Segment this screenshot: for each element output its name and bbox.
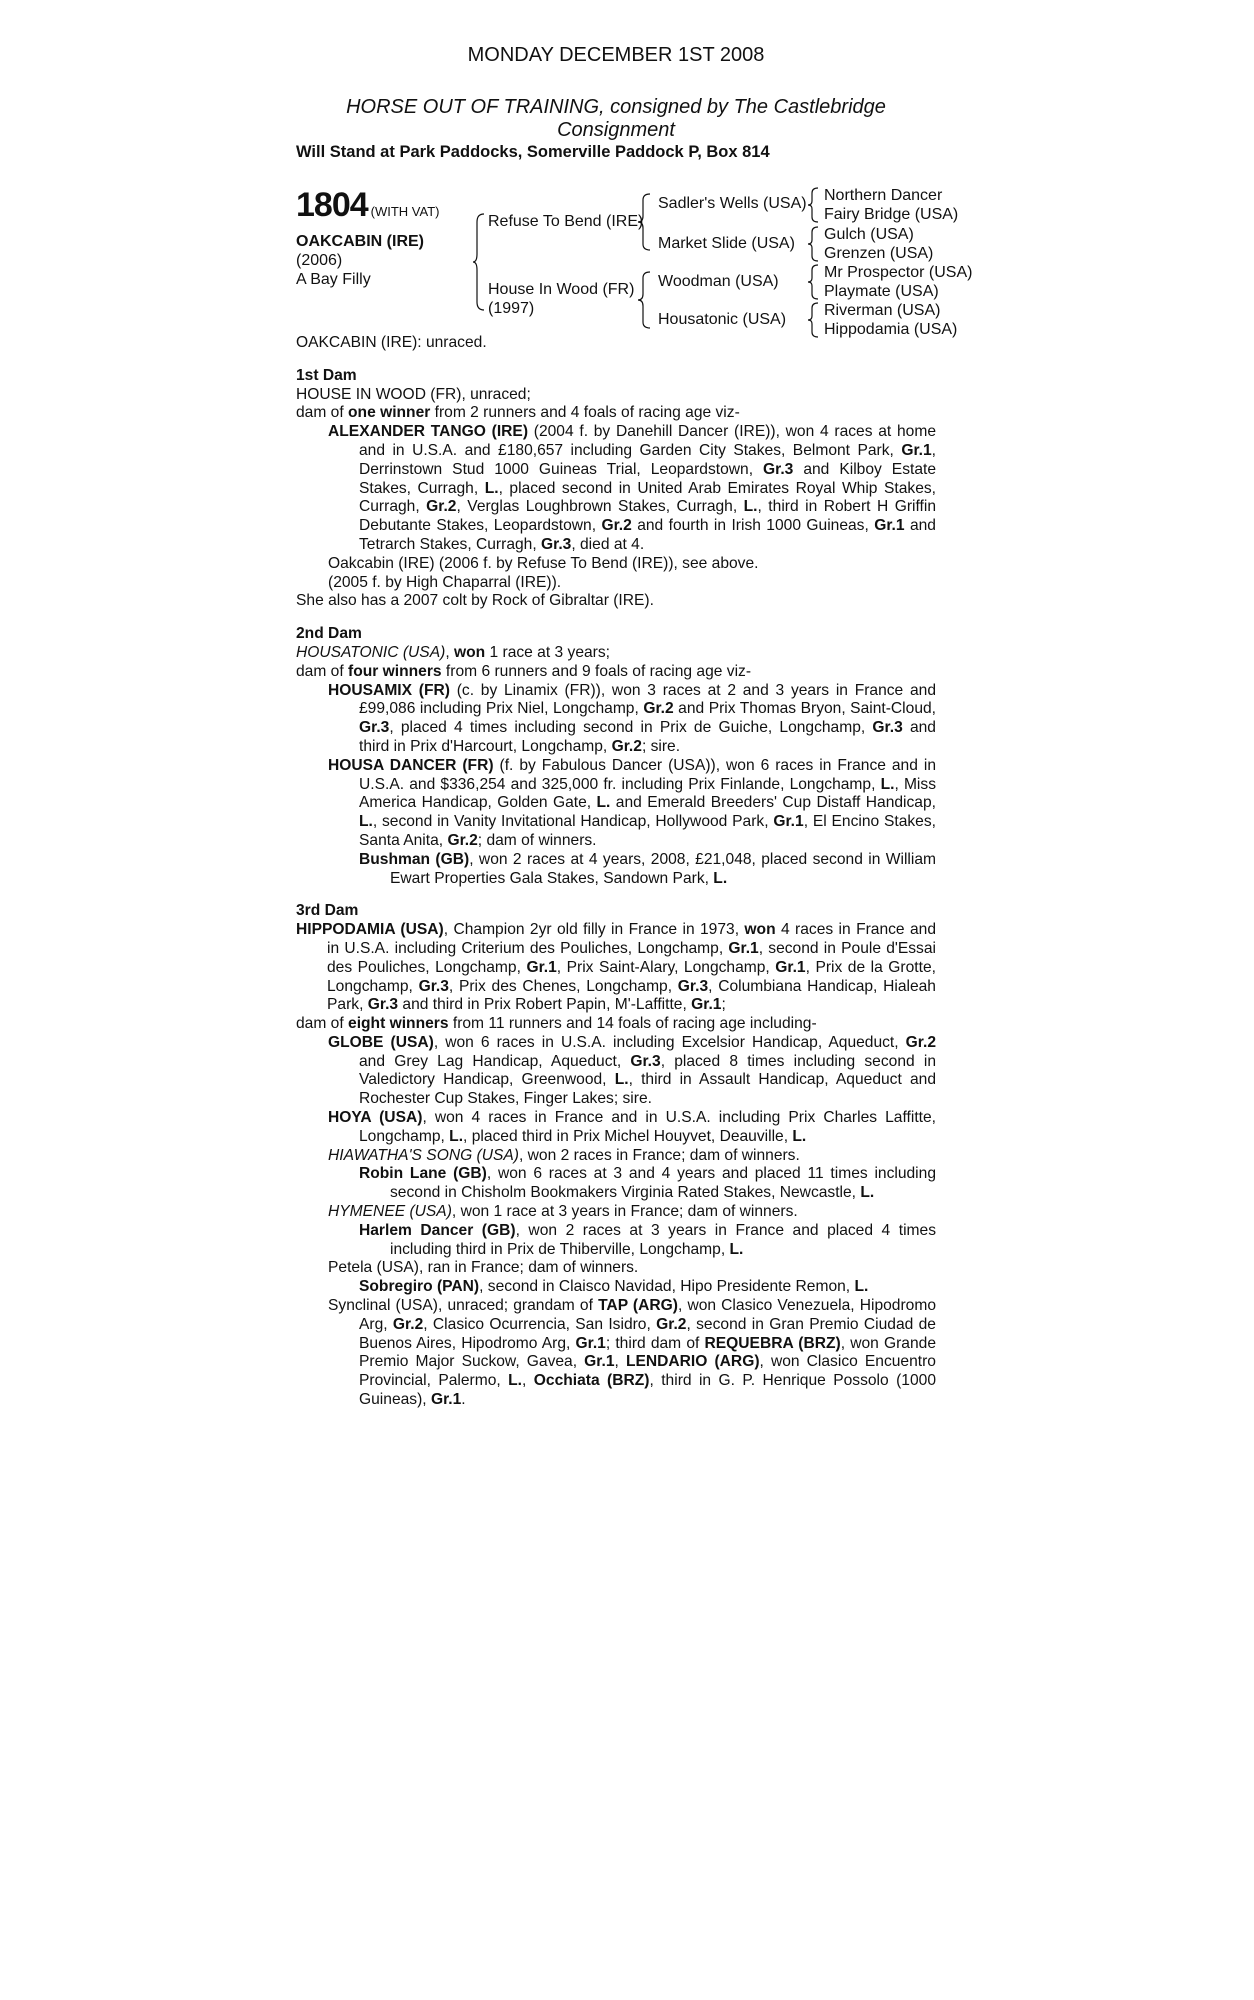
second-dam-produce: dam of four winners from 6 runners and 9 foals of racing age viz- [296, 662, 752, 680]
sale-date: MONDAY DECEMBER 1ST 2008 [467, 44, 765, 66]
bushman-entry: Bushman (GB), won 2 races at 4 years, 2008, £21,048, placed second in William Ewart Properties Gala Stakes, Sandown Park, L. [359, 850, 937, 887]
gg-4: Grenzen (USA) [824, 245, 934, 262]
lot-number: 1804 [296, 186, 368, 224]
dam-brace [638, 270, 652, 330]
gg-8: Hippodamia (USA) [824, 321, 958, 338]
sire-dam: Market Slide (USA) [658, 235, 795, 252]
hiawathas-song-entry: HIAWATHA'S SONG (USA), won 2 races in France; dam of winners. [328, 1146, 800, 1164]
g-brace-1 [808, 186, 820, 224]
robin-lane-entry: Robin Lane (GB), won 6 races at 3 and 4 years and placed 11 times including second in Chisholm Bookmakers Virginia Rated Stakes, Newcastle, L. [359, 1165, 936, 1202]
dam-dam: Housatonic (USA) [658, 311, 787, 328]
gg-6: Playmate (USA) [824, 283, 939, 300]
synclinal-entry: Synclinal (USA), unraced; grandam of TAP (ARG), won Clasico Venezuela, Hipodromo Arg, Gr.2, Clasico Ocurrencia, San Isidro, Gr.2, second in Gran Premio Ciudad de Buenos Aires, Hipodromo Arg, Gr.1; third dam of REQUEBRA (BRZ), won Grande Premio Major Suckow, Gavea, Gr.1, LENDARIO (ARG), won Clasico Encuentro Provincial, Palermo, L., Occhiata (BRZ), third in G. P. Henrique Possolo (1000 Guineas), Gr.1. [328, 1297, 936, 1409]
horse-info [296, 232, 424, 289]
pedigree-brace [472, 212, 486, 312]
lot-header [296, 186, 439, 225]
also-has-line: She also has a 2007 colt by Rock of Gibraltar (IRE). [296, 592, 654, 610]
housa-dancer-entry: HOUSA DANCER (FR) (f. by Fabulous Dancer (USA)), won 6 races in France and in U.S.A. and $336,254 and 325,000 fr. including Prix Finlande, Longchamp, L., Miss America Handicap, Golden Gate, L. and Emerald Breeders' Cup Distaff Handicap, L., second in Vanity Invitational Handicap, Hollywood Park, Gr.1, El Encino Stakes, Santa Anita, Gr.2; dam of winners. [328, 756, 937, 849]
stand-location: Will Stand at Park Paddocks, Somerville Paddock P, Box 814 [296, 143, 770, 161]
housamix-entry: HOUSAMIX (FR) (c. by Linamix (FR)), won 3 races at 2 and 3 years in France and £99,086 including Prix Niel, Longchamp, Gr.2 and Prix Thomas Bryon, Saint-Cloud, Gr.3, placed 4 times including second in Prix de Guiche, Longchamp, Gr.3 and third in Prix d'Harcourt, Longchamp, Gr.2; sire. [328, 681, 936, 755]
g-brace-3 [808, 263, 820, 301]
g-brace-2 [808, 225, 820, 263]
gg-5: Mr Prospector (USA) [824, 264, 973, 281]
hippodamia-entry: HIPPODAMIA (USA), Champion 2yr old filly in France in 1973, won 4 races in France and in U.S.A. including Criterium des Pouliches, Longchamp, Gr.1, second in Poule d'Essai des Pouliches, Longchamp, Gr.1, Prix Saint-Alary, Longchamp, Gr.1, Prix de la Grotte, Longchamp, Gr.3, Prix des Chenes, Longchamp, Gr.3, Columbiana Handicap, Hialeah Park, Gr.3 and third in Prix Robert Papin, M'-Laffitte, Gr.1; [296, 921, 937, 1014]
consignment-line: HORSE OUT OF TRAINING, consigned by The Castlebridge Consignment [346, 96, 886, 141]
petela-entry: Petela (USA), ran in France; dam of winners. [328, 1259, 639, 1277]
vat-note: (WITH VAT) [370, 204, 440, 219]
gg-3: Gulch (USA) [824, 226, 914, 243]
first-dam-produce: dam of one winner from 2 runners and 4 foals of racing age viz- [296, 404, 740, 422]
gg-2: Fairy Bridge (USA) [824, 206, 959, 223]
sire: Refuse To Bend (IRE) [488, 213, 644, 230]
third-dam-produce: dam of eight winners from 11 runners and 14 foals of racing age including- [296, 1015, 817, 1033]
sobregiro-entry: Sobregiro (PAN), second in Claisco Navidad, Hipo Presidente Remon, L. [359, 1278, 869, 1296]
horse-year: (2006) [296, 252, 343, 269]
gg-7: Riverman (USA) [824, 302, 941, 319]
first-dam-line: HOUSE IN WOOD (FR), unraced; [296, 385, 531, 403]
hoya-entry: HOYA (USA), won 4 races in France and in U.S.A. including Prix Charles Laffitte, Longchamp, L., placed third in Prix Michel Houyvet, Deauville, L. [328, 1109, 936, 1145]
oakcabin-entry: Oakcabin (IRE) (2006 f. by Refuse To Bend (IRE)), see above. [328, 554, 759, 572]
first-dam-heading: 1st Dam [296, 366, 357, 384]
hymenee-entry: HYMENEE (USA), won 1 race at 3 years in France; dam of winners. [328, 1203, 798, 1221]
catalogue-body [296, 334, 936, 1410]
horse-name: OAKCABIN (IRE) [296, 233, 424, 250]
gg-1: Northern Dancer [824, 187, 943, 204]
dam: House In Wood (FR) [488, 281, 635, 298]
third-dam-heading: 3rd Dam [296, 902, 359, 920]
sire-sire: Sadler's Wells (USA) [658, 195, 807, 212]
harlem-dancer-entry: Harlem Dancer (GB), won 2 races at 3 years in France and placed 4 times including third in Prix de Thiberville, Longchamp, L. [359, 1221, 937, 1258]
horse-description: A Bay Filly [296, 271, 371, 288]
race-summary: OAKCABIN (IRE): unraced. [296, 334, 487, 351]
foal-2005-entry: (2005 f. by High Chaparral (IRE)). [328, 573, 562, 591]
dam-sire: Woodman (USA) [658, 273, 779, 290]
dam-year: (1997) [488, 300, 535, 317]
second-dam-line: HOUSATONIC (USA), won 1 race at 3 years; [296, 643, 610, 661]
second-dam-heading: 2nd Dam [296, 625, 362, 643]
globe-entry: GLOBE (USA), won 6 races in U.S.A. including Excelsior Handicap, Aqueduct, Gr.2 and Grey Lag Handicap, Aqueduct, Gr.3, placed 8 times including second in Valedictory Handicap, Greenwood, L., third in Assault Handicap, Aqueduct and Rochester Cup Stakes, Finger Lakes; sire. [328, 1033, 936, 1108]
sire-brace [638, 192, 652, 252]
alexander-tango-entry: ALEXANDER TANGO (IRE) (2004 f. by Danehill Dancer (IRE)), won 4 races at home and in U.S.A. and £180,657 including Garden City Stakes, Belmont Park, Gr.1, Derrinstown Stud 1000 Guineas Trial, Leopardstown, Gr.3 and Kilboy Estate Stakes, Curragh, L., placed second in United Arab Emirates Royal Whip Stakes, Curragh, Gr.2, Verglas Loughbrown Stakes, Curragh, L., third in Robert H Griffin Debutante Stakes, Leopardstown, Gr.2 and fourth in Irish 1000 Guineas, Gr.1 and Tetrarch Stakes, Curragh, Gr.3, died at 4. [328, 423, 937, 553]
